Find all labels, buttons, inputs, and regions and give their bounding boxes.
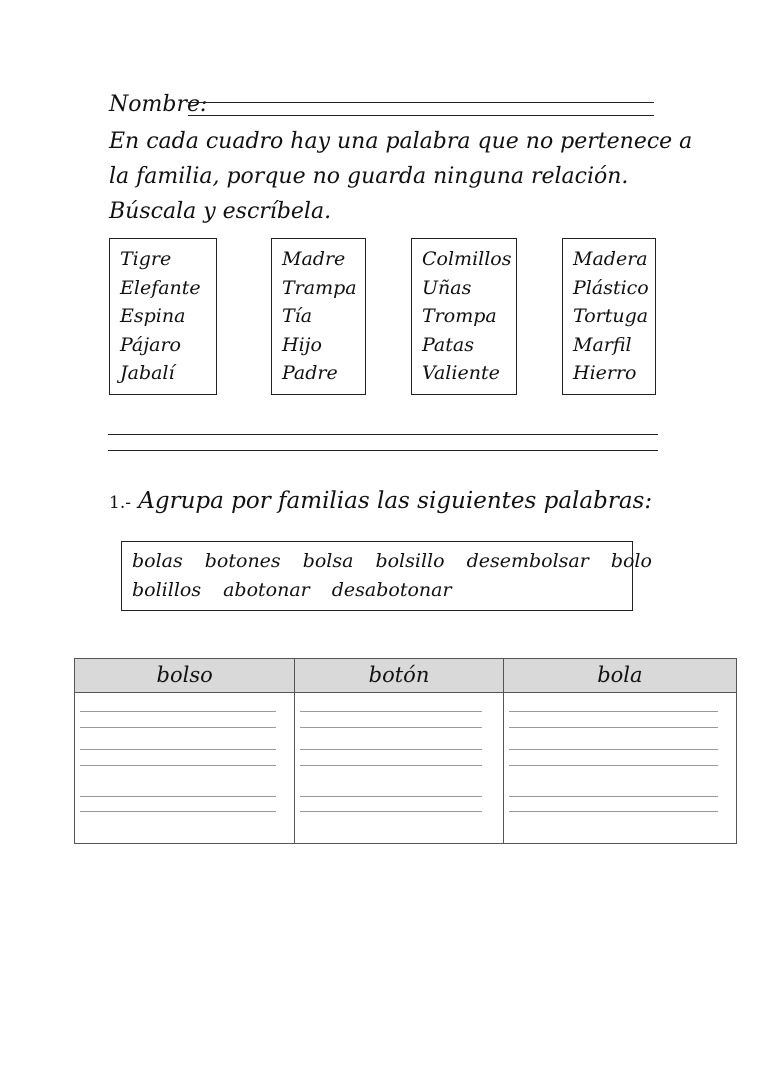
column-bolso	[75, 659, 295, 843]
bank-word: desembolsar	[466, 550, 589, 572]
write-line[interactable]	[80, 796, 276, 797]
answer-line[interactable]	[108, 434, 658, 435]
word: Hierro	[573, 362, 637, 384]
write-line[interactable]	[300, 796, 482, 797]
write-line[interactable]	[300, 811, 482, 812]
answer-line[interactable]	[108, 450, 658, 451]
word: Trampa	[282, 276, 357, 299]
word: Espina	[120, 305, 186, 327]
bank-word: bolillos	[132, 579, 202, 601]
write-line[interactable]	[80, 811, 276, 812]
word: Valiente	[422, 362, 500, 384]
instruction-line: En cada cuadro hay una palabra que no pertenece a	[109, 129, 693, 154]
word-box-3	[411, 238, 517, 395]
write-line[interactable]	[509, 796, 718, 797]
word: Elefante	[120, 276, 201, 299]
column-header: botón	[295, 659, 502, 693]
instruction-line: la familia, porque no guarda ninguna relación.	[109, 164, 629, 189]
write-line[interactable]	[300, 765, 482, 766]
write-line[interactable]	[300, 727, 482, 728]
word: Trompa	[422, 305, 497, 327]
bank-word: desabotonar	[331, 579, 452, 601]
word: Uñas	[422, 276, 472, 299]
write-line[interactable]	[80, 711, 276, 712]
bank-word: bolo	[610, 550, 652, 572]
word: Tía	[282, 305, 313, 327]
bank-word: bolas	[132, 550, 183, 572]
word-bank-row-1	[132, 547, 652, 576]
write-line[interactable]	[509, 727, 718, 728]
write-line[interactable]	[80, 765, 276, 766]
write-line[interactable]	[80, 749, 276, 750]
exercise-number: 1.-	[109, 493, 131, 513]
word: Jabalí	[120, 362, 175, 384]
name-label: Nombre:	[109, 92, 208, 117]
write-line[interactable]	[509, 749, 718, 750]
word: Patas	[422, 333, 474, 356]
bank-word: botones	[204, 550, 281, 572]
column-boton	[295, 659, 503, 843]
exercise-1-heading	[109, 488, 652, 514]
word: Plástico	[573, 276, 649, 299]
bank-word: bolsillo	[375, 550, 445, 572]
bank-word: bolsa	[302, 550, 354, 572]
column-header: bolso	[75, 659, 294, 693]
word-bank-row-2	[132, 576, 632, 605]
name-write-line[interactable]	[188, 102, 654, 103]
write-line[interactable]	[509, 711, 718, 712]
word: Hijo	[282, 333, 322, 356]
families-table	[74, 658, 737, 844]
write-line[interactable]	[509, 811, 718, 812]
write-line[interactable]	[300, 711, 482, 712]
word-box-2	[271, 238, 366, 395]
word: Colmillos	[422, 248, 512, 270]
word: Padre	[282, 362, 338, 384]
write-line[interactable]	[80, 727, 276, 728]
write-line[interactable]	[509, 765, 718, 766]
column-bola	[504, 659, 736, 843]
word: Pájaro	[120, 333, 181, 356]
word: Madera	[573, 248, 648, 270]
column-header: bola	[504, 659, 736, 693]
instruction-line: Búscala y escríbela.	[109, 199, 332, 224]
name-write-line	[188, 115, 654, 116]
word: Tortuga	[573, 305, 649, 327]
bank-word: abotonar	[223, 579, 310, 601]
word: Tigre	[120, 248, 172, 270]
word-box-4	[562, 238, 656, 395]
word-bank	[121, 541, 652, 611]
instructions	[109, 124, 693, 229]
word: Marfil	[573, 333, 632, 356]
exercise-title: Agrupa por familias las siguientes palabras:	[138, 488, 653, 514]
word: Madre	[282, 248, 346, 270]
word-box-1	[109, 238, 217, 395]
write-line[interactable]	[300, 749, 482, 750]
